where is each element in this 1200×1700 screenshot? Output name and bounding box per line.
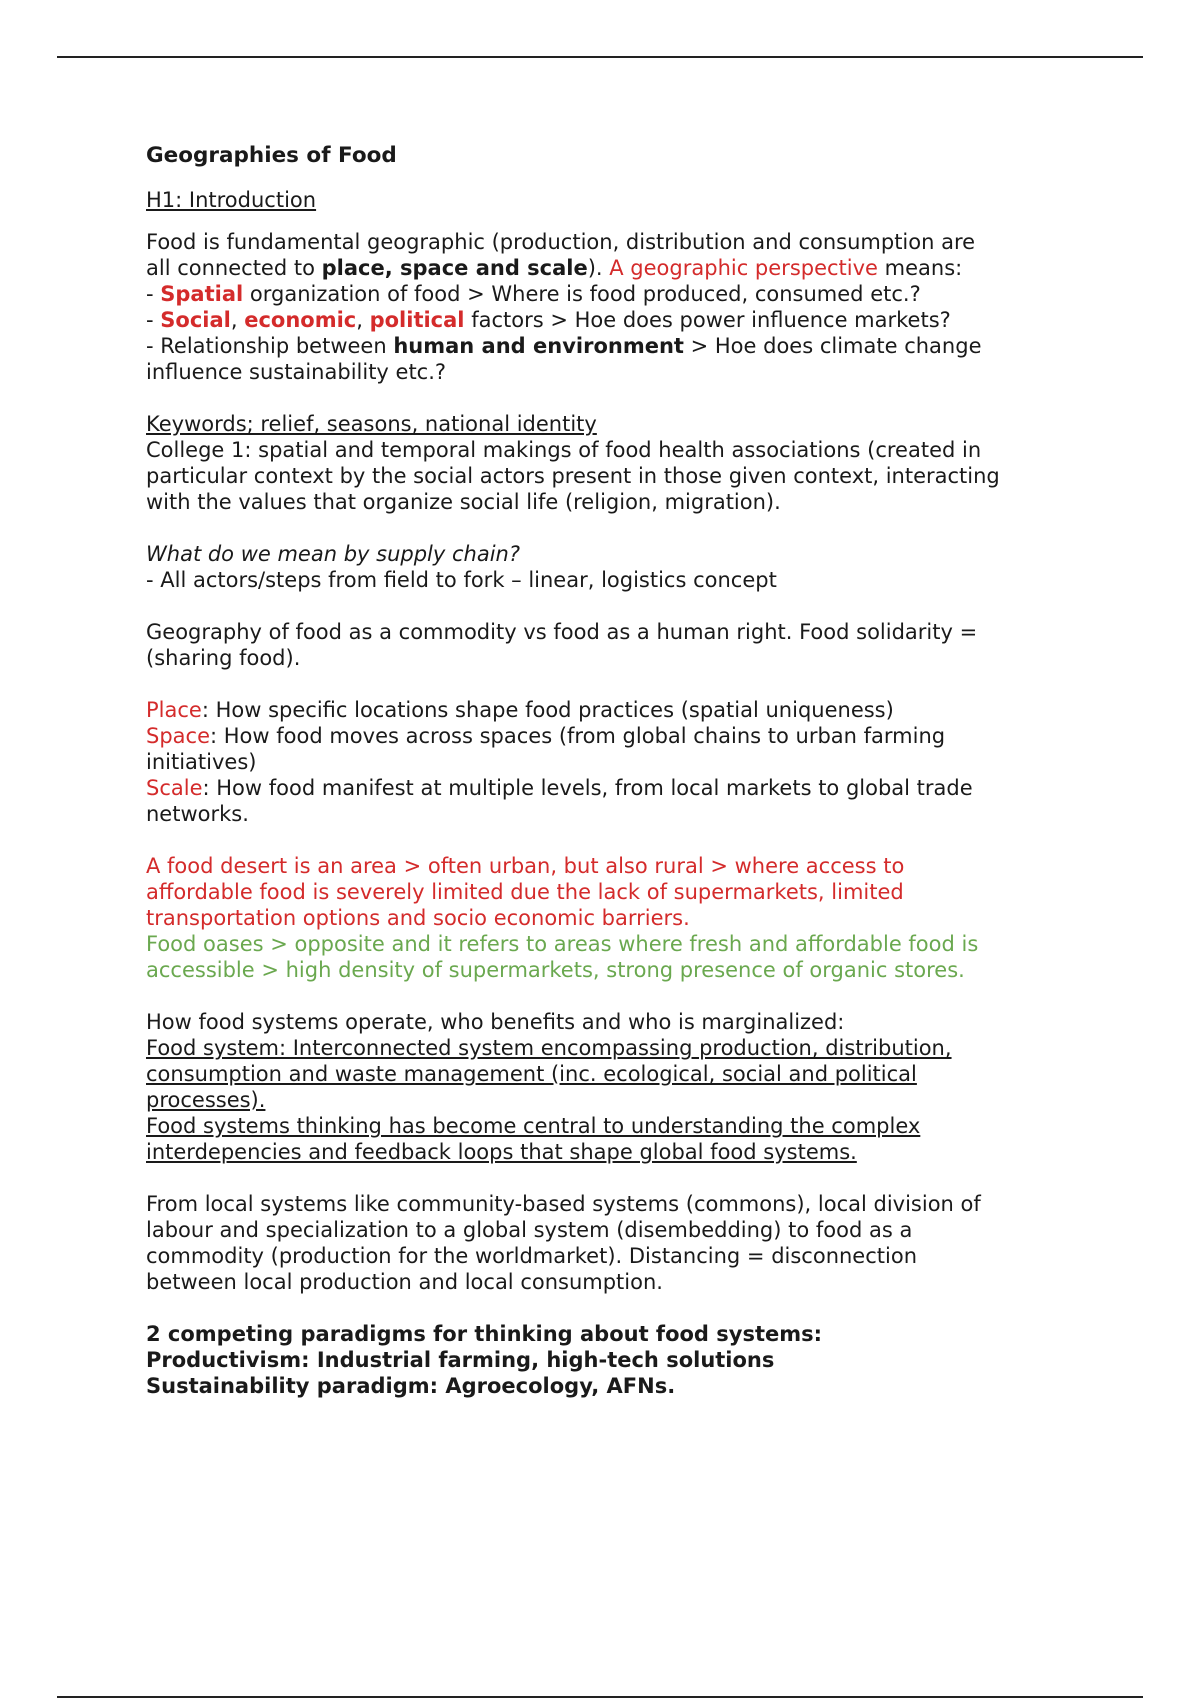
keywords-line: with the values that organize social life (religion, migration).: [146, 490, 781, 514]
systems-definition-line: Food systems thinking has become central to understanding the complex: [146, 1114, 921, 1138]
local-line: From local systems like community-based systems (commons), local division of: [146, 1192, 981, 1216]
desert-line: A food desert is an area > often urban, but also rural > where access to: [146, 854, 905, 878]
paradigms-line: 2 competing paradigms for thinking about food systems:: [146, 1322, 823, 1346]
commodity-line: (sharing food).: [146, 646, 301, 670]
highlight-term: A geographic perspective: [609, 256, 878, 280]
commodity-line: Geography of food as a commodity vs food as a human right. Food solidarity =: [146, 620, 978, 644]
supply-chain-paragraph: [146, 541, 1066, 593]
place-definition: Place: How specific locations shape food practices (spatial uniqueness): [146, 698, 894, 722]
key-term: Spatial: [160, 282, 244, 306]
supply-question: What do we mean by supply chain?: [146, 542, 521, 566]
local-line: labour and specialization to a global system (disembedding) to food as a: [146, 1218, 913, 1242]
oases-line: accessible > high density of supermarkets, strong presence of organic stores.: [146, 958, 965, 982]
systems-definition-line: interdepencies and feedback loops that shape global food systems.: [146, 1140, 857, 1164]
document-body: [146, 143, 1066, 1399]
scale-definition-cont: networks.: [146, 802, 249, 826]
bullet-item: - Relationship between human and environment > Hoe does climate change: [146, 334, 982, 358]
place-space-scale-paragraph: [146, 697, 1066, 827]
key-term: Social: [160, 308, 231, 332]
keywords-line: College 1: spatial and temporal makings of food health associations (created in: [146, 438, 982, 462]
systems-definition-line: Food system: Interconnected system encompassing production, distribution,: [146, 1036, 952, 1060]
section-heading: H1: Introduction: [146, 188, 317, 212]
bullet-item: - Spatial organization of food > Where is food produced, consumed etc.?: [146, 282, 921, 306]
bullet-continuation: influence sustainability etc.?: [146, 360, 447, 384]
desert-line: affordable food is severely limited due the lack of supermarkets, limited: [146, 880, 904, 904]
key-term: political: [369, 308, 465, 332]
space-definition-cont: initiatives): [146, 750, 257, 774]
paradigms-line: Productivism: Industrial farming, high-tech solutions: [146, 1348, 775, 1372]
scale-definition: Scale: How food manifest at multiple levels, from local markets to global trade: [146, 776, 973, 800]
key-term: human and environment: [393, 334, 684, 358]
space-definition: Space: How food moves across spaces (from global chains to urban farming: [146, 724, 946, 748]
intro-line: Food is fundamental geographic (production, distribution and consumption are: [146, 230, 976, 254]
food-desert-paragraph: [146, 853, 1066, 983]
key-term: economic: [244, 308, 357, 332]
document-title: Geographies of Food: [146, 143, 397, 168]
keywords-heading: Keywords; relief, seasons, national identity: [146, 412, 597, 436]
oases-line: Food oases > opposite and it refers to areas where fresh and affordable food is: [146, 932, 979, 956]
space-label: Space: [146, 724, 210, 748]
key-term: place, space and scale: [321, 256, 588, 280]
commodity-paragraph: [146, 619, 1066, 671]
supply-answer: - All actors/steps from field to fork – linear, logistics concept: [146, 568, 777, 592]
systems-line: How food systems operate, who benefits and who is marginalized:: [146, 1010, 845, 1034]
bullet-item: - Social, economic, political factors > Hoe does power influence markets?: [146, 308, 951, 332]
intro-line: all connected to place, space and scale). A geographic perspective means:: [146, 256, 963, 280]
paradigms-paragraph: [146, 1321, 1066, 1399]
intro-paragraph: [146, 229, 1066, 385]
local-line: commodity (production for the worldmarket). Distancing = disconnection: [146, 1244, 918, 1268]
desert-line: transportation options and socio economic barriers.: [146, 906, 690, 930]
local-line: between local production and local consumption.: [146, 1270, 663, 1294]
bottom-rule: [57, 1696, 1143, 1698]
place-label: Place: [146, 698, 202, 722]
systems-definition-line: consumption and waste management (inc. ecological, social and political: [146, 1062, 917, 1086]
local-systems-paragraph: [146, 1191, 1066, 1295]
keywords-paragraph: [146, 411, 1066, 515]
paradigms-line: Sustainability paradigm: Agroecology, AFNs.: [146, 1374, 676, 1398]
keywords-line: particular context by the social actors present in those given context, interacting: [146, 464, 1000, 488]
scale-label: Scale: [146, 776, 203, 800]
top-rule: [57, 56, 1143, 58]
food-systems-paragraph: [146, 1009, 1066, 1165]
systems-definition-line: processes).: [146, 1088, 266, 1112]
